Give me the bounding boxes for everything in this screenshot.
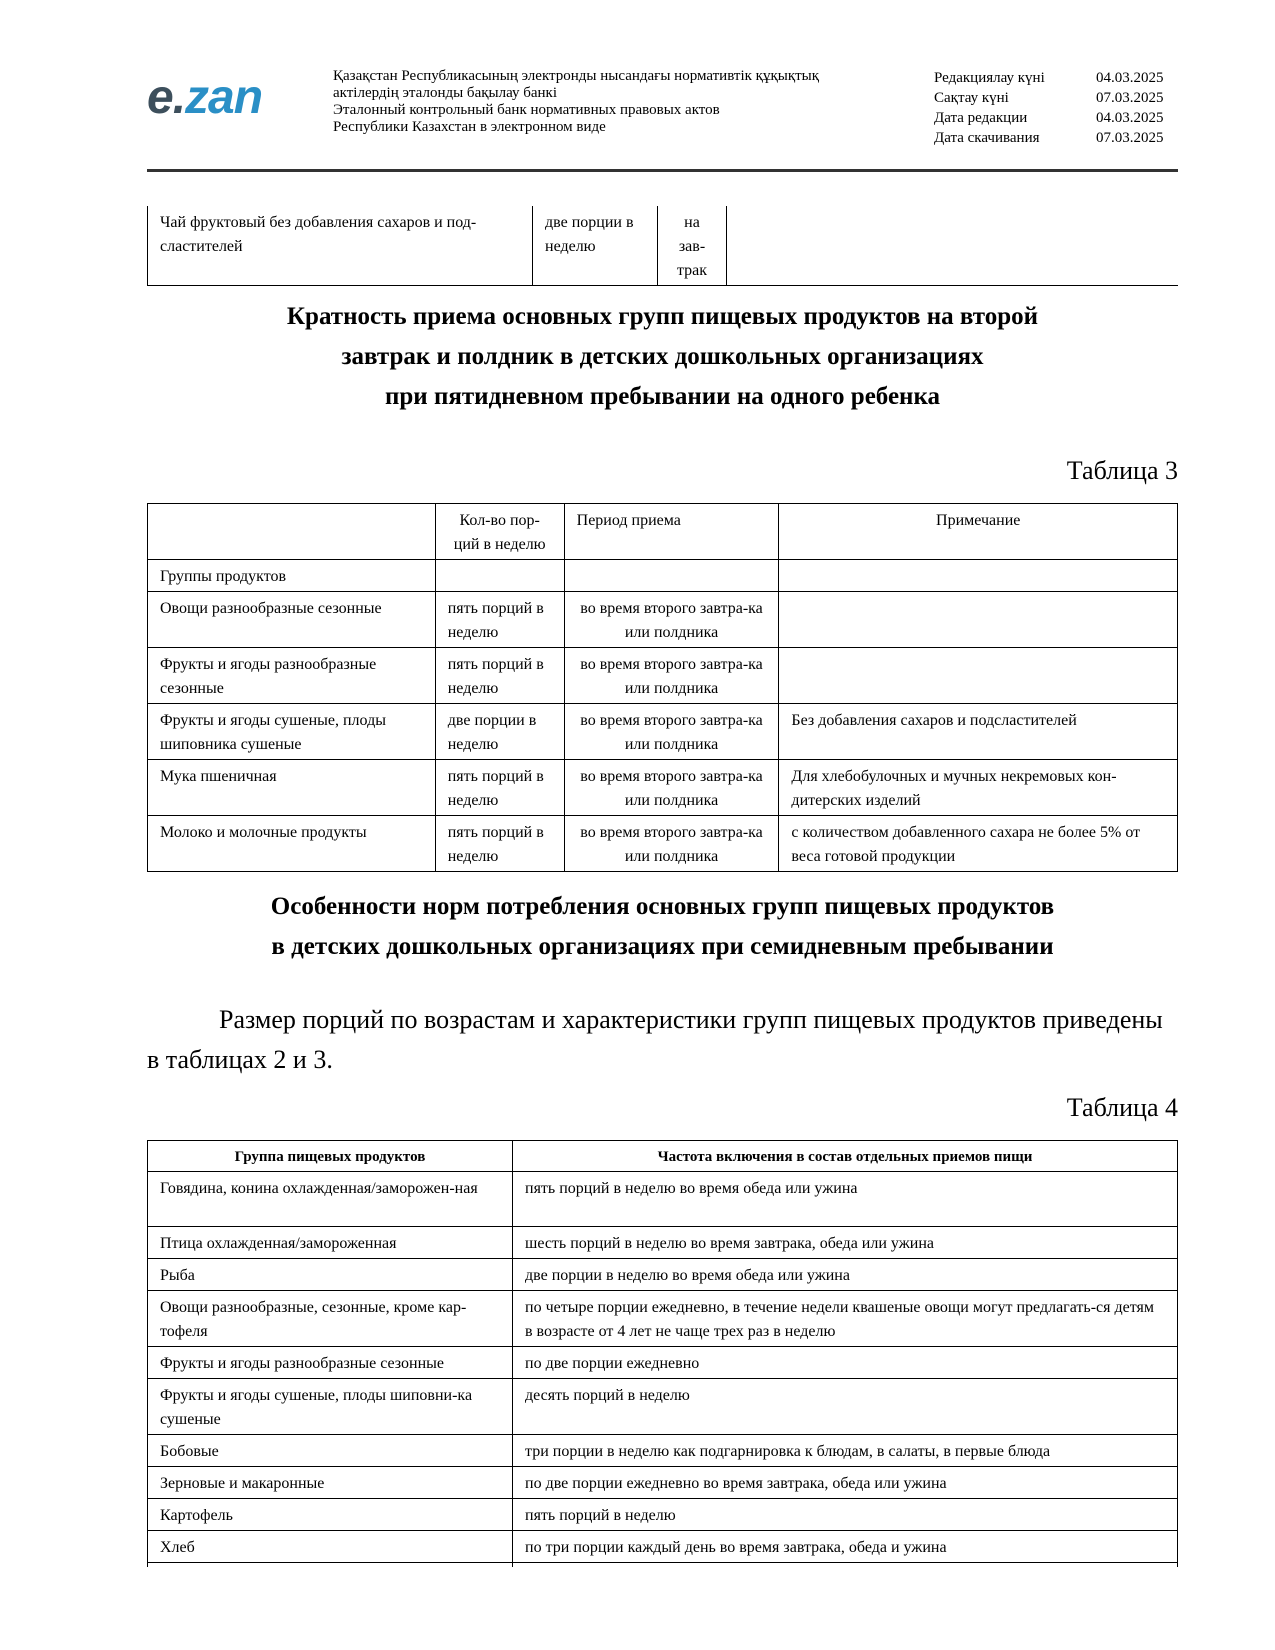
cell-note — [779, 648, 1178, 704]
meta-label: Дата скачивания — [934, 130, 1040, 146]
table-row — [148, 1172, 1178, 1227]
table-row — [148, 1347, 1178, 1379]
table-header-row — [148, 504, 1178, 560]
cell-period: на зав-трак — [658, 206, 727, 286]
cell-product: Фрукты и ягоды разнообразные сезонные — [148, 1347, 513, 1379]
cell-product: Фрукты и ягоды сушеные, плоды шиповника сушеные — [148, 704, 436, 760]
table-row — [148, 648, 1178, 704]
cell-frequency: по три порции каждый день во время завтрака, обеда и ужина — [513, 1531, 1178, 1563]
table-header-row — [148, 1141, 1178, 1172]
meta-label: Дата редакции — [934, 110, 1028, 126]
cell-note — [727, 206, 1179, 286]
column-header: Примечание — [779, 504, 1178, 560]
cell-product: Молоко и молочные продукты — [148, 816, 436, 872]
title-line: Особенности норм потребления основных групп пищевых продуктов — [270, 893, 1055, 920]
column-header: Группа пищевых продуктов — [148, 1141, 513, 1172]
table-row — [148, 760, 1178, 816]
header-divider — [147, 169, 1178, 172]
cell-product: Зерновые и макаронные — [148, 1467, 513, 1499]
cell-frequency: пять порций в неделю во время обеда или ужина — [513, 1172, 1178, 1227]
table-row — [148, 1563, 1178, 1568]
table-row — [148, 1531, 1178, 1563]
cell-qty: пять порций в неделю — [435, 648, 564, 704]
cell-qty: пять порций в неделю — [435, 592, 564, 648]
table-row — [148, 816, 1178, 872]
meta-label: Сақтау күні — [934, 90, 1009, 106]
meta-value: 07.03.2025 — [1096, 90, 1164, 106]
cell-frequency: шесть порций в неделю во время завтрака, обеда или ужина — [513, 1227, 1178, 1259]
column-header — [148, 504, 436, 560]
table-4-label: Таблица 4 — [1066, 1093, 1178, 1122]
cell-frequency: пять порций в неделю — [513, 1499, 1178, 1531]
cell-note — [779, 560, 1178, 592]
cell-frequency: по две порции ежедневно во время завтрака, обеда или ужина — [513, 1467, 1178, 1499]
meta-value: 04.03.2025 — [1096, 110, 1164, 126]
cell-product: Картофель — [148, 1499, 513, 1531]
meta-value: 04.03.2025 — [1096, 70, 1164, 86]
cell-product: Говядина, конина охлажденная/заморожен-ная — [148, 1172, 513, 1227]
cell-period: во время второго завтра-ка или полдника — [564, 704, 779, 760]
section-title-2 — [147, 887, 1178, 967]
table-row — [148, 1499, 1178, 1531]
cell-period: во время второго завтра-ка или полдника — [564, 648, 779, 704]
cell-frequency: по четыре порции ежедневно, в течение недели квашеные овощи могут предлагать-ся детям в возрасте от 4 лет не чаще трех раз в неделю — [513, 1291, 1178, 1347]
cell-product: Овощи разнообразные сезонные — [148, 592, 436, 648]
cell-qty: две порции в неделю — [435, 704, 564, 760]
table-row — [148, 1291, 1178, 1347]
cell-period: во время второго завтра-ка или полдника — [564, 760, 779, 816]
header-bank-description — [333, 68, 893, 136]
cell-product: Фрукты и ягоды сушеные, плоды шиповни-ка сушеные — [148, 1379, 513, 1435]
cell-qty: две порции в неделю — [533, 206, 658, 286]
header-kz-line-1: Қазақстан Республикасының электронды нысандағы нормативтік құқықтық — [333, 68, 820, 84]
cell-period — [564, 560, 779, 592]
cell-frequency: две порции в неделю во время обеда или ужина — [513, 1259, 1178, 1291]
header-ru-line-1: Эталонный контрольный банк нормативных правовых актов — [333, 102, 720, 118]
table-row — [148, 206, 1179, 286]
cell-product: Овощи разнообразные, сезонные, кроме кар-тофеля — [148, 1291, 513, 1347]
cell-product — [148, 1563, 513, 1568]
document-header — [147, 66, 1177, 170]
title-line: Кратность приема основных групп пищевых продуктов на второй — [286, 303, 1039, 330]
paragraph-text: Размер порций по возрастам и характеристики групп пищевых продуктов приведены в таблицах 2 и 3. — [147, 1005, 1163, 1074]
cell-product: Фрукты и ягоды разнообразные сезонные — [148, 648, 436, 704]
cell-frequency: по две порции ежедневно — [513, 1347, 1178, 1379]
cell-product: Хлеб — [148, 1531, 513, 1563]
ezan-logo: e.zan — [147, 71, 263, 124]
cell-frequency: десять порций в неделю — [513, 1379, 1178, 1435]
cell-frequency: три порции в неделю как подгарнировка к блюдам, в салаты, в первые блюда — [513, 1435, 1178, 1467]
table-row — [148, 1435, 1178, 1467]
table-row — [148, 592, 1178, 648]
cell-product: Рыба — [148, 1259, 513, 1291]
table-row — [148, 1467, 1178, 1499]
table-3-label: Таблица 3 — [1066, 456, 1178, 485]
title-line: при пятидневном пребывании на одного ребенка — [385, 383, 940, 410]
table-row — [148, 1259, 1178, 1291]
title-line: в детских дошкольных организациях при семидневным пребывании — [271, 933, 1054, 960]
table-row — [148, 560, 1178, 592]
section-title-1 — [147, 297, 1178, 417]
cell-note — [779, 592, 1178, 648]
cell-product: Бобовые — [148, 1435, 513, 1467]
cell-note: с количеством добавленного сахара не более 5% от веса готовой продукции — [779, 816, 1178, 872]
cell-product: Группы продуктов — [148, 560, 436, 592]
table-row — [148, 704, 1178, 760]
meta-label: Редакциялау күні — [934, 70, 1045, 86]
table-4 — [147, 1140, 1178, 1567]
title-line: завтрак и полдник в детских дошкольных организациях — [341, 343, 984, 370]
cell-product: Мука пшеничная — [148, 760, 436, 816]
cell-qty: пять порций в неделю — [435, 760, 564, 816]
column-header: Период приема — [564, 504, 779, 560]
header-ru-line-2: Республики Казахстан в электронном виде — [333, 119, 606, 135]
column-header: Кол-во пор-ций в неделю — [435, 504, 564, 560]
body-paragraph — [147, 1000, 1178, 1080]
cell-product: Чай фруктовый без добавления сахаров и под-сластителей — [148, 206, 533, 286]
cell-qty: пять порций в неделю — [435, 816, 564, 872]
header-kz-line-2: актілердің эталонды бақылау банкі — [333, 85, 557, 101]
cell-qty — [435, 560, 564, 592]
cell-product: Птица охлажденная/замороженная — [148, 1227, 513, 1259]
table-row — [148, 1227, 1178, 1259]
column-header: Частота включения в состав отдельных приемов пищи — [513, 1141, 1178, 1172]
cell-period: во время второго завтра-ка или полдника — [564, 592, 779, 648]
cell-period: во время второго завтра-ка или полдника — [564, 816, 779, 872]
meta-value: 07.03.2025 — [1096, 130, 1164, 146]
table-row — [148, 1379, 1178, 1435]
cell-note: Без добавления сахаров и подсластителей — [779, 704, 1178, 760]
header-dates — [934, 68, 1164, 148]
cell-frequency — [513, 1563, 1178, 1568]
continued-table — [147, 206, 1178, 286]
cell-note: Для хлебобулочных и мучных некремовых кон-дитерских изделий — [779, 760, 1178, 816]
table-3 — [147, 503, 1178, 872]
